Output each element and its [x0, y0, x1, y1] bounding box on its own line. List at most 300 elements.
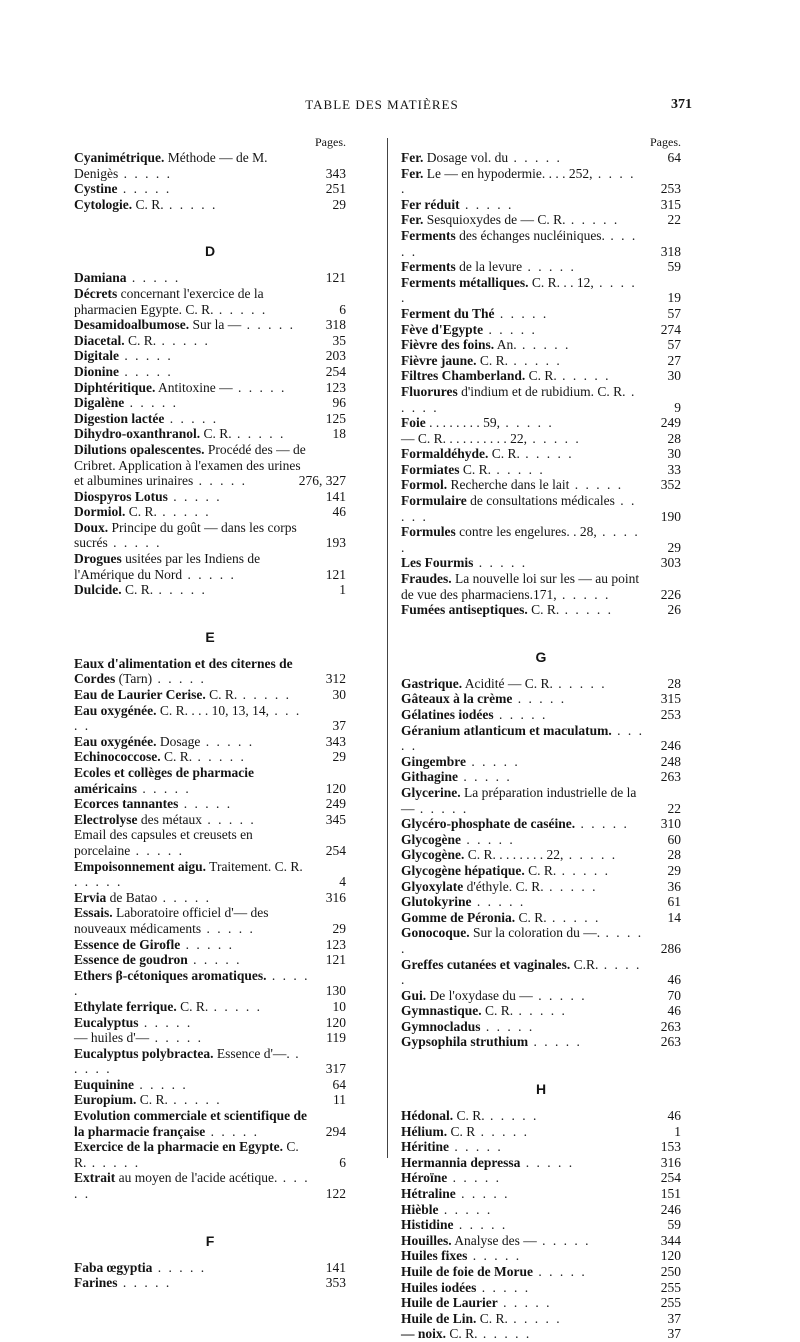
dot-leader: . . . . .	[546, 909, 601, 925]
entry-description: C. R.	[139, 1092, 168, 1108]
index-entry	[74, 489, 346, 505]
index-entry	[74, 1275, 346, 1291]
entry-term: Diphtéritique.	[74, 379, 156, 395]
dot-leader: . . . . .	[563, 847, 618, 863]
dot-leader: . . . . .	[187, 952, 242, 968]
dot-leader: . . . . .	[528, 1034, 582, 1050]
entry-description: C. R.	[528, 862, 557, 878]
dot-leader: . . . . .	[414, 800, 469, 816]
entry-description: concernant l'exercice de la pharmacien Egypte. C. R.	[74, 285, 264, 317]
entry-description: Acidité — C. R.	[464, 675, 553, 691]
entry-description: au moyen de l'acide acétique.	[118, 1170, 278, 1186]
entry-term: Gélatines iodées	[401, 707, 494, 722]
index-entry	[401, 524, 681, 555]
entry-term: Eucalyptus polybractea.	[74, 1045, 214, 1061]
entry-term: Ferment du Thé	[401, 305, 495, 321]
dot-leader: . . . . .	[565, 212, 620, 228]
entry-term: Faba œgyptia	[74, 1259, 153, 1275]
index-entry	[401, 275, 681, 306]
dot-leader: . . . . .	[475, 1123, 530, 1139]
entry-term: Desamidoalbumose.	[74, 317, 190, 333]
dot-leader: . . . . .	[500, 415, 554, 431]
index-entry	[401, 723, 681, 754]
section-gap	[401, 1050, 681, 1070]
dot-leader: . . . . .	[559, 602, 614, 618]
dot-leader: . . . . .	[152, 671, 206, 687]
dot-leader: . . . . .	[459, 196, 514, 212]
index-entry	[401, 555, 681, 571]
entry-term: Echinococcose.	[74, 749, 161, 765]
entry-page-number: 29	[667, 539, 681, 555]
index-entry	[74, 827, 346, 858]
dot-leader: . . . . .	[232, 379, 287, 395]
entry-term: Damiana	[74, 270, 127, 286]
dot-leader: . . . . .	[480, 1018, 535, 1034]
entry-description: C. R. . . 12,	[531, 274, 594, 290]
dot-leader: . . . . .	[401, 956, 642, 988]
entry-term: Glycogène	[401, 831, 461, 847]
dot-leader: . . . . .	[201, 920, 255, 936]
entry-term: Foie	[401, 415, 426, 431]
index-entry	[74, 333, 346, 349]
entry-term: Ervia	[74, 889, 107, 905]
dot-leader: . . . . .	[522, 259, 576, 275]
entry-page-number: 226	[660, 586, 681, 602]
dot-leader: . . . . .	[180, 936, 234, 952]
entry-description: La nouvelle loi sur les — au point de vue des pharmaciens.171,	[401, 571, 640, 602]
index-entry	[401, 925, 681, 956]
dot-leader: . . . . .	[401, 524, 640, 555]
entry-term: Gypsophila struthium	[401, 1034, 529, 1050]
index-entry	[401, 769, 681, 785]
dot-leader: . . . . .	[205, 1123, 259, 1139]
section-letter-heading: D	[204, 243, 216, 260]
entry-page-number: 29	[332, 920, 346, 936]
index-entry	[74, 1260, 346, 1276]
index-entry	[74, 395, 346, 411]
entry-term: Fer réduit	[401, 196, 460, 212]
index-entry	[74, 380, 346, 396]
entry-term: Hélium.	[401, 1123, 448, 1139]
index-entry	[401, 368, 681, 384]
entry-term: Houilles.	[401, 1232, 452, 1248]
entry-page-number: 59	[667, 259, 681, 275]
dot-leader: . . . . .	[167, 488, 222, 504]
entry-page-number: 263	[660, 1034, 681, 1050]
index-entry	[74, 656, 346, 687]
entry-term: Huiles iodées	[401, 1279, 477, 1295]
entry-description: C. R.	[128, 504, 157, 520]
entry-page-number: 255	[660, 1295, 681, 1311]
entry-term: Ferments	[401, 259, 456, 275]
entry-page-number: 253	[660, 181, 681, 197]
column-divider	[387, 138, 388, 1158]
entry-term: Fraudes.	[401, 571, 452, 587]
entry-description: Traitement. C. R.	[209, 858, 303, 874]
index-entry	[401, 259, 681, 275]
entry-page-number: 153	[660, 1139, 681, 1155]
entry-page-number: 274	[660, 321, 681, 337]
index-entry	[401, 228, 681, 259]
entry-description: C. R.	[485, 1003, 514, 1019]
entry-term: Cytologie.	[74, 196, 133, 212]
entry-term: Ecoles et collèges de pharmacie américains	[74, 765, 254, 796]
entry-term: Digalène	[74, 395, 125, 411]
entry-page-number: 254	[325, 363, 346, 379]
entry-page-number: 28	[667, 675, 681, 691]
index-entry	[401, 847, 681, 863]
dot-leader: . . . . .	[512, 691, 567, 707]
index-entry	[401, 1019, 681, 1035]
entry-term: Formiates	[401, 461, 460, 477]
index-entry	[74, 796, 346, 812]
entry-term: Dionine	[74, 363, 120, 379]
entry-term: Drogues	[74, 551, 122, 567]
entry-term: Hièble	[401, 1201, 439, 1217]
entry-term: Fumées antiseptiques.	[401, 602, 528, 618]
index-entry	[74, 703, 346, 734]
entry-page-number: 125	[325, 410, 346, 426]
index-entry	[74, 1077, 346, 1093]
entry-term: Fer.	[401, 212, 424, 228]
entry-term: Glutokyrine	[401, 894, 472, 910]
index-entry	[74, 1108, 346, 1139]
entry-term: Digitale	[74, 348, 119, 364]
entry-page-number: 312	[325, 671, 346, 687]
entry-term: Electrolyse	[74, 811, 138, 827]
entry-description: Essence d'—.	[216, 1045, 290, 1061]
index-entry	[401, 150, 681, 166]
entry-description: C. R. . . . . . . . 22,	[467, 847, 564, 863]
entry-term: Empoisonnement aigu.	[74, 858, 207, 874]
dot-leader: . . . . .	[401, 165, 636, 197]
index-entry	[401, 322, 681, 338]
entry-page-number: 6	[339, 1154, 346, 1170]
index-entry	[74, 197, 346, 213]
entry-page-number: 35	[332, 332, 346, 348]
dot-leader: . . . . .	[483, 321, 537, 337]
index-entry	[401, 1108, 681, 1124]
entry-description: Antitoxine —	[158, 379, 233, 395]
entry-page-number: 303	[660, 555, 681, 571]
entry-description: Sur la —	[192, 317, 242, 333]
entry-term: Dormiol.	[74, 504, 126, 520]
index-entry	[74, 905, 346, 936]
index-column-right	[401, 134, 681, 1342]
entry-page-number: 61	[667, 894, 681, 910]
entry-description: C. R.	[164, 749, 193, 765]
dot-leader: . . . . .	[401, 227, 638, 259]
index-entry	[401, 957, 681, 988]
entry-page-number: 11	[333, 1092, 346, 1108]
section-gap	[74, 1202, 346, 1222]
entry-description: C. R.	[209, 687, 238, 703]
entry-page-number: 248	[660, 753, 681, 769]
entry-description: De l'oxydase du —	[429, 987, 533, 1003]
entry-page-number: 60	[667, 831, 681, 847]
entry-term: Fluorures	[401, 383, 458, 399]
entry-page-number: 33	[667, 461, 681, 477]
entry-description: An.	[496, 337, 517, 353]
dot-leader: . . . . .	[556, 862, 611, 878]
index-entry	[401, 754, 681, 770]
dot-leader: . . . . .	[119, 348, 173, 364]
dot-leader: . . . . .	[74, 874, 123, 890]
index-entry	[74, 426, 346, 442]
index-entry	[401, 816, 681, 832]
entry-term: Fer.	[401, 165, 424, 181]
index-entry	[74, 582, 346, 598]
entry-page-number: 253	[660, 707, 681, 722]
index-entry	[401, 1217, 681, 1233]
entry-page-number: 6	[339, 301, 346, 317]
dot-leader: . . . . .	[178, 796, 233, 812]
entry-page-number: 57	[667, 305, 681, 321]
section-letter-heading: F	[205, 1232, 215, 1249]
entry-page-number: 255	[660, 1279, 681, 1295]
entry-description: C. R.	[203, 426, 232, 442]
entry-description: C. R.	[528, 368, 557, 384]
entry-page-number: 315	[660, 196, 681, 212]
dot-leader: . . . . .	[134, 1076, 188, 1092]
index-entry	[401, 212, 681, 228]
pages-column-heading: Pages.	[315, 135, 346, 149]
entry-page-number: 22	[667, 800, 681, 816]
index-entry	[401, 1233, 681, 1249]
entry-term: Fièvre jaune.	[401, 352, 477, 368]
index-entry	[401, 446, 681, 462]
dot-leader: . . . . .	[193, 473, 247, 489]
entry-term: Ethylate ferrique.	[74, 998, 177, 1014]
index-entry	[401, 832, 681, 848]
entry-page-number: 46	[667, 1003, 681, 1019]
entry-description: C. R.	[462, 461, 491, 477]
section-gap	[74, 212, 346, 232]
entry-page-number: 36	[667, 878, 681, 894]
entry-page-number: 64	[667, 150, 681, 165]
entry-page-number: 37	[667, 1310, 681, 1326]
index-entry	[74, 1015, 346, 1031]
dot-leader: . . . . .	[513, 1003, 567, 1019]
index-entry	[74, 520, 346, 551]
entry-page-number: 318	[325, 317, 346, 333]
dot-leader: . . . . .	[117, 181, 172, 197]
entry-description: (Tarn)	[118, 671, 153, 687]
entry-term: Eaux d'alimentation et des citernes de Cordes	[74, 655, 293, 687]
entry-term: Gâteaux à la crème	[401, 691, 513, 707]
index-entry	[401, 493, 681, 524]
entry-page-number: 120	[660, 1248, 681, 1264]
entry-term: Fièvre des foins.	[401, 337, 495, 353]
dot-leader: . . . . .	[497, 1295, 552, 1311]
index-entry	[74, 551, 346, 582]
index-entry	[74, 364, 346, 380]
entry-page-number: 310	[660, 816, 681, 832]
dot-leader: . . . . .	[493, 707, 548, 722]
index-entry	[401, 1326, 681, 1342]
index-entry	[74, 286, 346, 317]
entry-term: Huile de Laurier	[401, 1295, 498, 1311]
index-entry	[401, 1202, 681, 1218]
running-title: TABLE DES MATIÈRES	[305, 97, 459, 112]
index-entry	[74, 1046, 346, 1077]
entry-description: C. R.	[449, 1326, 478, 1342]
index-entry	[74, 937, 346, 953]
index-entry	[401, 197, 681, 213]
entry-term: Glycogène.	[401, 847, 465, 863]
entry-description: contre les engelures. . 28,	[459, 524, 597, 540]
index-entry	[74, 859, 346, 890]
dot-leader: . . . . .	[401, 925, 644, 956]
dot-leader: . . . . .	[213, 301, 268, 317]
entry-page-number: 26	[667, 602, 681, 618]
entry-page-number: 123	[325, 379, 346, 395]
entry-term: Essais.	[74, 905, 113, 921]
index-entry	[401, 1003, 681, 1019]
entry-term: Décrets	[74, 285, 118, 301]
entry-term: Géranium atlanticum et maculatum.	[401, 722, 612, 738]
entry-page-number: 37	[667, 1326, 681, 1342]
index-entry	[401, 1170, 681, 1186]
index-entry	[74, 442, 346, 489]
entry-description: des échanges nucléiniques.	[459, 227, 605, 243]
dot-leader: . . . . .	[401, 722, 644, 754]
entry-term: Gomme de Péronia.	[401, 909, 516, 925]
entry-description: C. R.	[127, 332, 157, 348]
entry-page-number: 18	[332, 426, 346, 442]
entry-page-number: 193	[325, 535, 346, 551]
dot-leader: . . . . .	[453, 1217, 508, 1233]
dot-leader: . . . . .	[167, 1092, 222, 1108]
entry-page-number: 276, 327	[298, 473, 346, 489]
dot-leader: . . . . .	[527, 430, 581, 446]
index-entry	[401, 415, 681, 431]
dot-leader: . . . . .	[477, 1326, 532, 1342]
dot-leader: . . . . .	[231, 426, 286, 442]
entry-page-number: 345	[325, 811, 346, 827]
entry-description: Dosage	[159, 733, 201, 749]
index-entry	[401, 602, 681, 618]
dot-leader: . . . . .	[491, 461, 545, 477]
entry-term: Ethers β-cétoniques aromatiques.	[74, 967, 267, 983]
entry-term: Huiles fixes	[401, 1248, 468, 1264]
entry-term: Formol.	[401, 477, 448, 493]
entry-term: Glycogène hépatique.	[401, 862, 525, 878]
entry-term: Glyoxylate	[401, 878, 464, 894]
index-entry	[74, 765, 346, 796]
entry-page-number: 254	[660, 1170, 681, 1186]
entry-description: C. R.	[479, 1310, 508, 1326]
dot-leader: . . . . .	[126, 270, 181, 286]
entry-description: C.R.	[573, 956, 599, 972]
index-entry	[74, 317, 346, 333]
entry-term: Essence de Girofle	[74, 936, 181, 952]
dot-leader: . . . . .	[467, 1248, 522, 1264]
entry-page-number: 318	[660, 243, 681, 259]
entry-page-number: 119	[326, 1030, 346, 1046]
dot-leader: . . . . .	[536, 1232, 591, 1248]
entry-term: Gymnocladus	[401, 1018, 481, 1034]
entry-page-number: 9	[674, 399, 681, 415]
entry-term: Gui.	[401, 987, 427, 1003]
dot-leader: . . . . .	[119, 363, 173, 379]
dot-leader: . . . . .	[156, 332, 210, 348]
entry-description: Email des capsules et creusets en porcelaine	[74, 827, 253, 858]
entry-page-number: 10	[332, 998, 346, 1014]
index-entry	[401, 1139, 681, 1155]
dot-leader: . . . . .	[484, 1108, 539, 1124]
dot-leader: . . . . .	[473, 555, 528, 571]
entry-description: des métaux	[140, 811, 202, 827]
entry-term: Diacetal.	[74, 332, 125, 348]
entry-page-number: 286	[660, 940, 681, 956]
index-entry	[74, 181, 346, 197]
index-entry	[401, 1264, 681, 1280]
dot-leader: . . . . .	[117, 1275, 172, 1291]
entry-page-number: 263	[660, 769, 681, 785]
entry-term: Glycéro-phosphate de caséine.	[401, 816, 576, 832]
dot-leader: . . . . .	[575, 816, 629, 832]
dot-leader: . . . . .	[192, 749, 246, 765]
page-number: 371	[671, 97, 692, 112]
entry-page-number: 294	[325, 1123, 346, 1139]
entry-description: C. R. . . . 10, 13, 14,	[159, 702, 270, 718]
entry-page-number: 19	[667, 290, 681, 306]
entry-description: de consultations médicales	[470, 493, 615, 509]
entry-description: Principe du goût — dans les corps sucrés	[74, 519, 297, 551]
entry-term: Histidine	[401, 1217, 454, 1233]
entry-term: Ecorces tannantes	[74, 796, 179, 812]
dot-leader: . . . . .	[182, 566, 236, 582]
entry-page-number: 120	[325, 1014, 346, 1030]
index-entry	[401, 1034, 681, 1050]
entry-term: Gymnastique.	[401, 1003, 482, 1019]
entry-description: C. R.	[180, 998, 209, 1014]
entry-description: Laboratoire officiel d'— des nouveaux médicaments	[74, 905, 269, 936]
index-entry	[401, 863, 681, 879]
entry-page-number: 246	[660, 1201, 681, 1217]
entry-page-number: 28	[667, 430, 681, 446]
entry-term: Eau de Laurier Cerise.	[74, 687, 206, 703]
index-entry	[74, 270, 346, 286]
index-entry	[401, 166, 681, 197]
entry-page-number: 249	[660, 415, 681, 431]
dot-leader: . . . . .	[508, 352, 562, 368]
entry-term: Formules	[401, 524, 456, 540]
entry-term: Hédonal.	[401, 1108, 454, 1124]
entry-term: Dulcide.	[74, 582, 122, 598]
entry-term: Extrait	[74, 1170, 116, 1186]
entry-term: Gonocoque.	[401, 925, 470, 941]
entry-description: C. R.	[456, 1108, 485, 1124]
dot-leader: . . . . .	[401, 383, 637, 415]
entry-term: Digestion lactée	[74, 410, 165, 426]
section-letter-heading: E	[205, 628, 215, 645]
entry-term: Dihydro-oxanthranol.	[74, 426, 201, 442]
dot-leader: . . . . .	[107, 535, 162, 551]
entry-term: Exercice de la pharmacie en Egypte.	[74, 1139, 283, 1155]
entry-page-number: 59	[667, 1217, 681, 1233]
dot-leader: . . . . .	[200, 733, 255, 749]
index-entry	[401, 1311, 681, 1327]
entry-term: Héritine	[401, 1139, 449, 1155]
index-entry	[74, 952, 346, 968]
index-entry	[401, 894, 681, 910]
index-entry	[401, 337, 681, 353]
entry-description: Sur la coloration du —.	[473, 925, 601, 941]
dot-leader: . . . . .	[494, 305, 549, 321]
dot-leader: . . . . .	[448, 1139, 503, 1155]
